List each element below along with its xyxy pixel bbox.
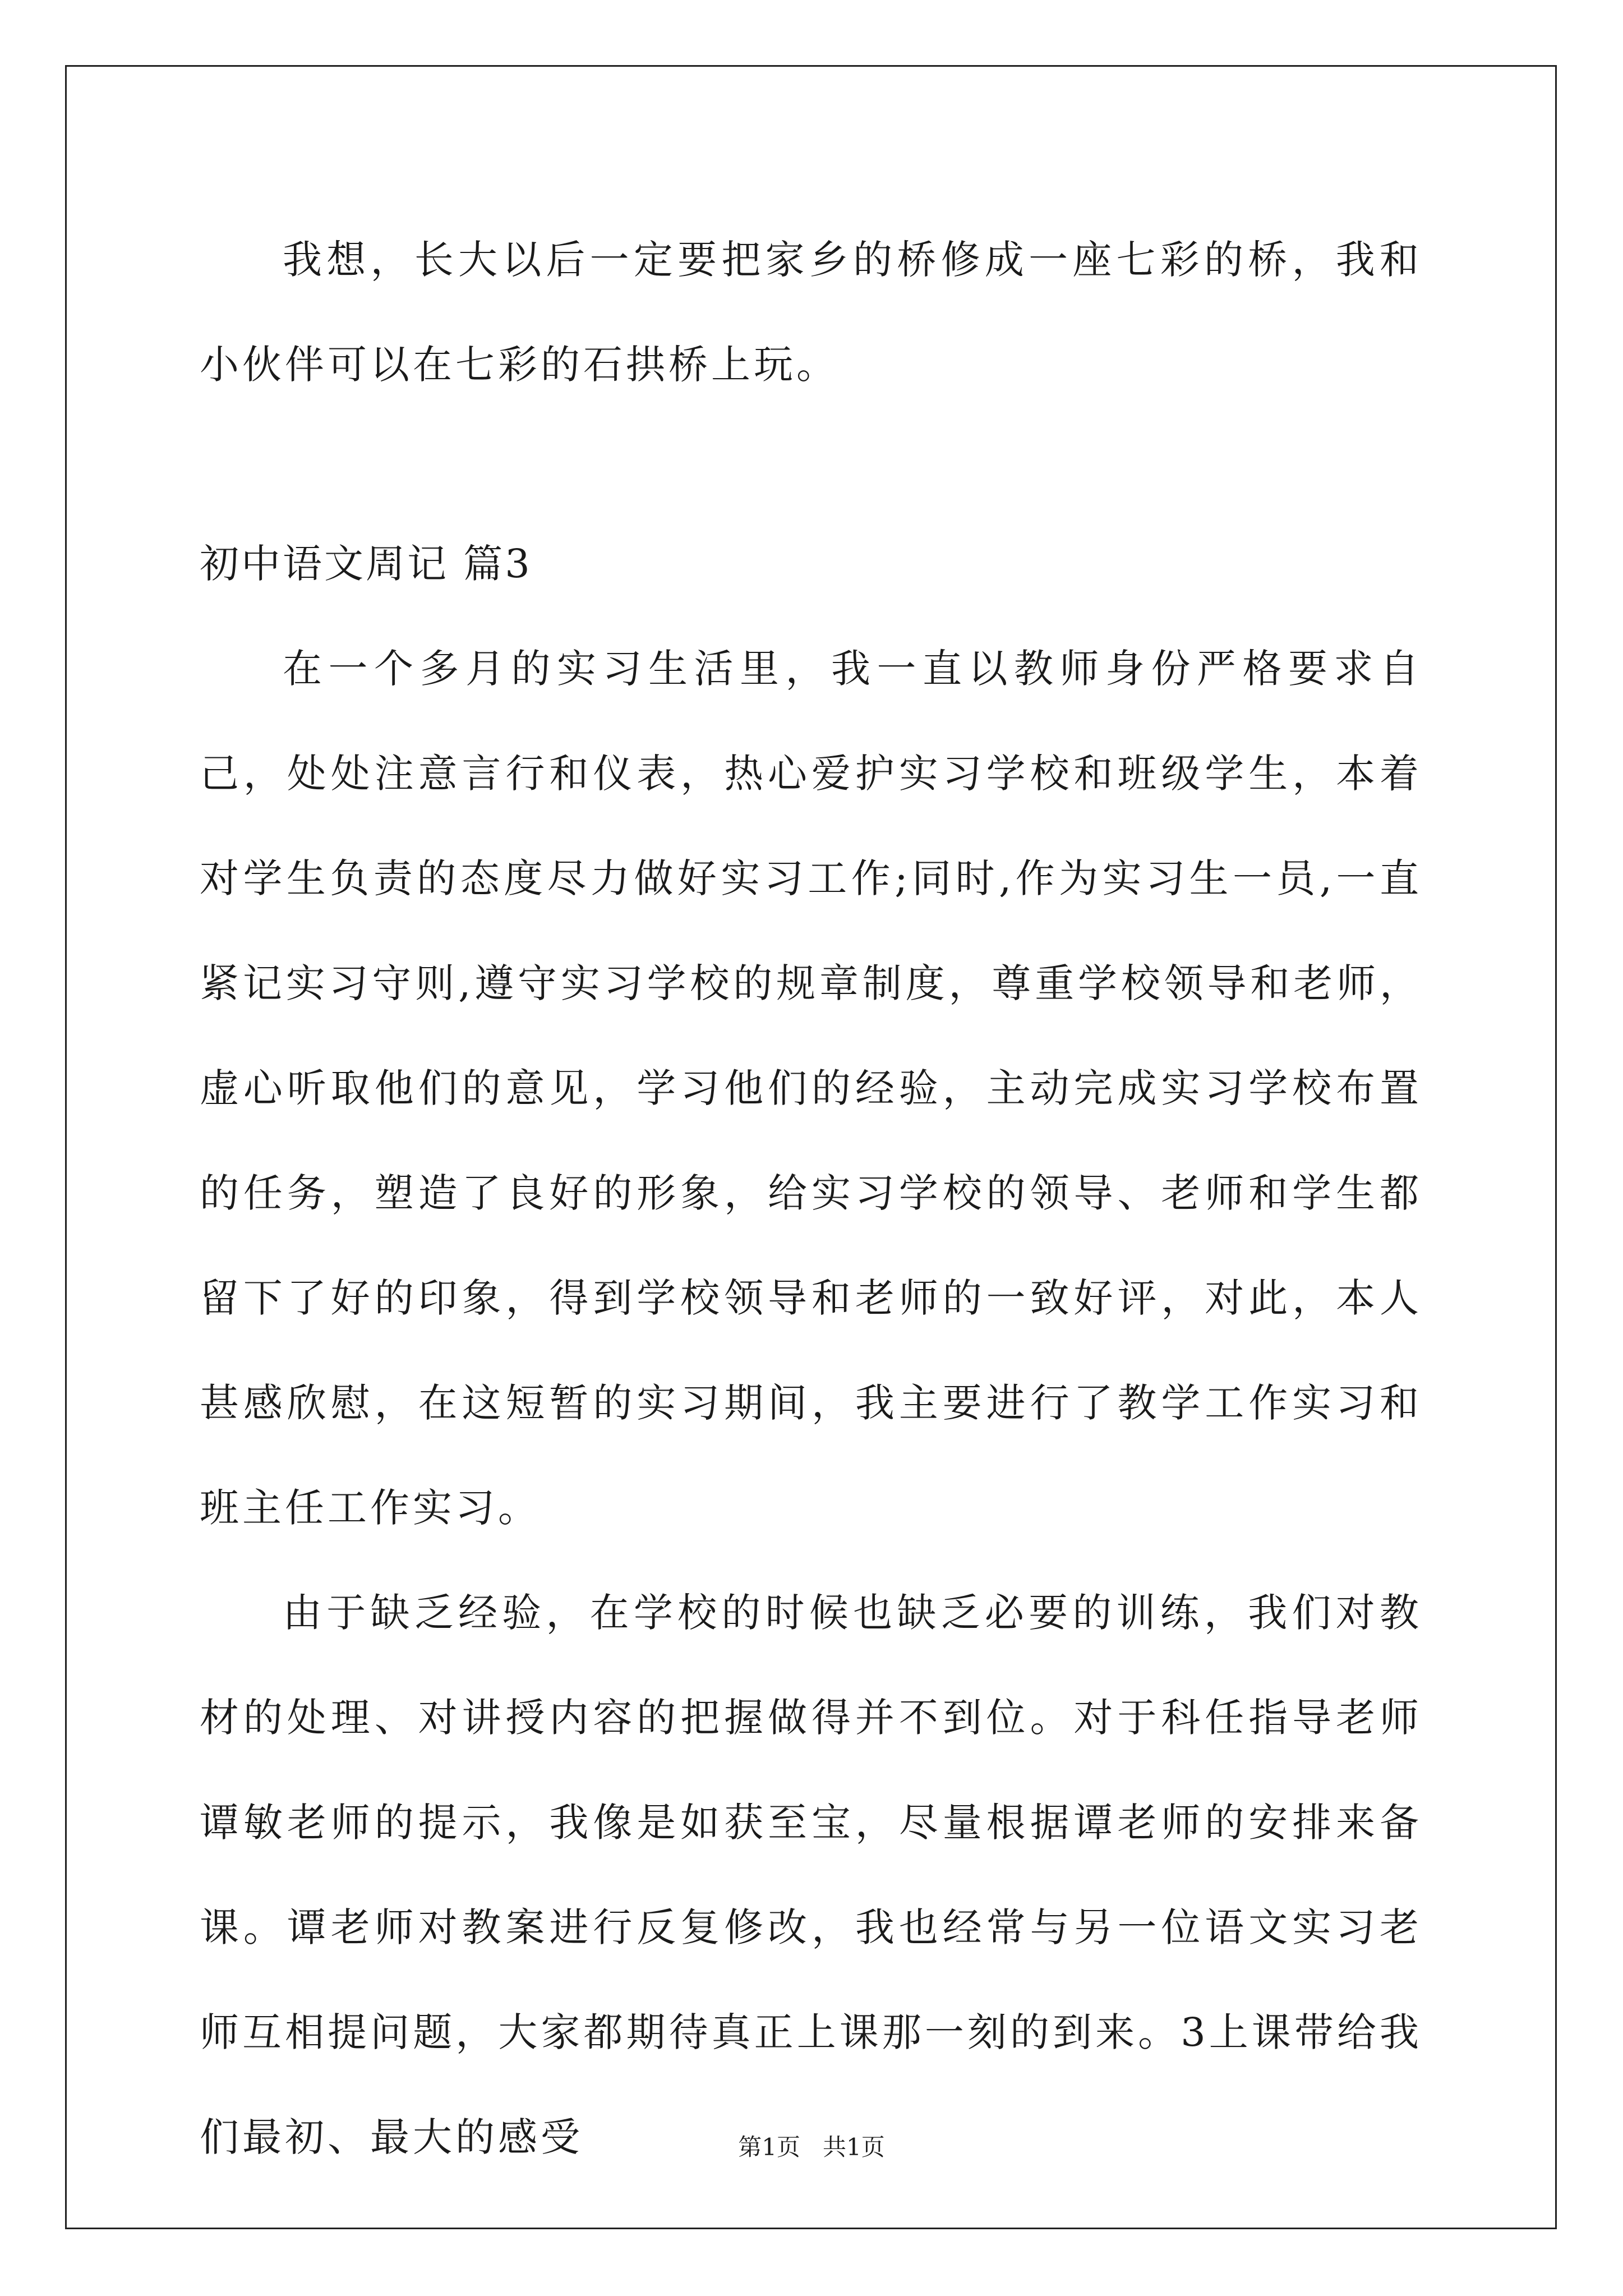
document-body [200,208,1422,2190]
section-heading: 初中语文周记 篇3 [200,541,532,587]
paragraph: 在一个多月的实习生活里，我一直以教师身份严格要求自己，处处注意言行和仪表，热心爱护实习学校和班级学生，本着对学生负责的态度尽力做好实习工作;同时,作为实习生一员,一直紧记实习守则,遵守实习学校的规章制度，尊重学校领导和老师，虚心听取他们的意见，学习他们的经验，主动完成实习学校布置的任务，塑造了良好的形象，给实习学校的领导、老师和学生都留下了好的印象，得到学校领导和老师的一致好评，对此，本人甚感欣慰，在这短暂的实习期间，我主要进行了教学工作实习和班主任工作实习。 [200,646,1422,1531]
paragraph: 我想，长大以后一定要把家乡的桥修成一座七彩的桥，我和小伙伴可以在七彩的石拱桥上玩。 [200,237,1422,388]
page-total: 共1页 [823,2133,885,2161]
paragraph: 由于缺乏经验，在学校的时候也缺乏必要的训练，我们对教材的处理、对讲授内容的把握做得并不到位。对于科任指导老师谭敏老师的提示，我像是如获至宝，尽量根据谭老师的安排来备课。谭老师对教案进行反复修改，我也经常与另一位语文实习老师互相提问题，大家都期待真正上课那一刻的到来。3上课带给我们最初、最大的感受 [200,1590,1422,2160]
page-number: 第1页 [738,2133,800,2161]
page-footer [0,2129,1623,2162]
